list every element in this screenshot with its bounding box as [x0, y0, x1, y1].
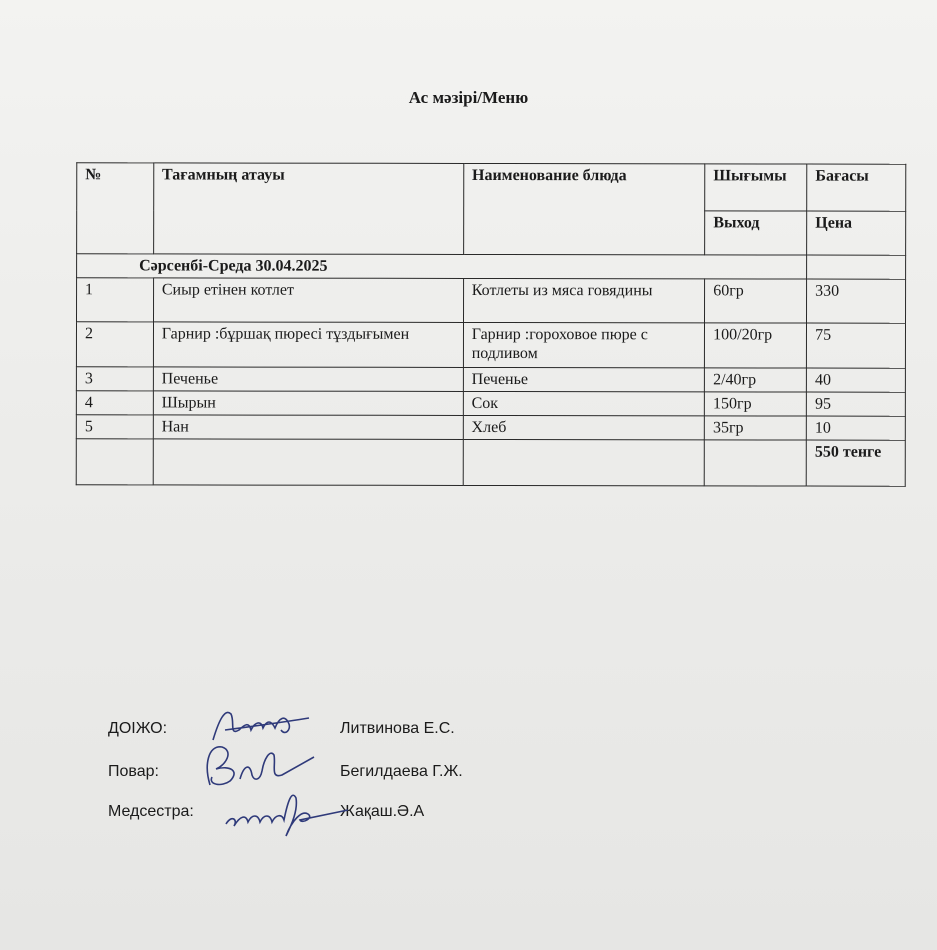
row-price: 40 [806, 368, 905, 392]
signature-name: Жақаш.Ә.А [340, 803, 425, 820]
table-row [76, 367, 905, 392]
total-empty-cell [463, 439, 705, 485]
signature-role: ДОІЖО: [108, 720, 168, 737]
row-name-kz: Гарнир :бұршақ пюресі тұздығымен [153, 322, 463, 368]
signature-role: Медсестра: [108, 803, 194, 820]
row-num: 4 [76, 391, 153, 415]
row-name-kz: Сиыр етінен котлет [153, 278, 463, 323]
row-price: 75 [807, 323, 906, 368]
row-name-kz: Шырын [153, 391, 463, 416]
row-num: 5 [76, 415, 153, 439]
row-num: 3 [76, 367, 153, 391]
document-title: Ас мәзірі/Меню [408, 88, 529, 107]
header-name-ru: Наименование блюда [463, 163, 705, 254]
total-row [76, 439, 905, 486]
header-price-kz: Бағасы [807, 164, 906, 211]
total-empty-cell [153, 439, 463, 486]
row-num: 1 [77, 278, 154, 322]
day-label: Сәрсенбі-Среда 30.04.2025 [77, 254, 807, 279]
table-row [76, 322, 905, 368]
row-yield: 100/20гр [705, 323, 807, 368]
menu-table [76, 162, 907, 486]
header-yield-kz: Шығымы [705, 164, 807, 211]
row-yield: 60гр [705, 279, 807, 323]
row-yield: 150гр [705, 392, 807, 416]
signature-role: Повар: [108, 763, 159, 780]
table-header-row [77, 163, 906, 211]
signature-name: Бегилдаева Г.Ж. [340, 763, 463, 780]
table-row [76, 391, 905, 416]
row-price: 10 [806, 416, 905, 440]
header-price-ru: Цена [807, 211, 906, 255]
row-num: 2 [76, 322, 153, 367]
row-yield: 2/40гр [705, 368, 807, 392]
table-row [77, 278, 906, 323]
header-num: № [77, 163, 154, 254]
row-yield: 35гр [704, 416, 806, 440]
header-yield-ru: Выход [705, 211, 807, 255]
signature-name: Литвинова Е.С. [340, 720, 455, 737]
day-empty-cell [807, 255, 906, 279]
row-name-ru: Печенье [463, 367, 704, 391]
row-price: 330 [807, 279, 906, 323]
row-price: 95 [806, 392, 905, 416]
handwritten-signature-3 [222, 780, 352, 840]
header-name-kz: Тағамның атауы [153, 163, 463, 255]
row-name-ru: Котлеты из мяса говядины [463, 278, 704, 322]
total-empty-cell [76, 439, 153, 485]
row-name-ru: Сок [463, 391, 704, 415]
row-name-ru: Гарнир :гороховое пюре с подливом [463, 322, 705, 367]
total-empty-cell [704, 440, 806, 486]
row-name-kz: Печенье [153, 367, 463, 392]
total-value: 550 тенге [806, 440, 905, 486]
day-row [77, 254, 906, 279]
row-name-ru: Хлеб [463, 415, 704, 439]
row-name-kz: Нан [153, 415, 463, 440]
table-row [76, 415, 905, 440]
